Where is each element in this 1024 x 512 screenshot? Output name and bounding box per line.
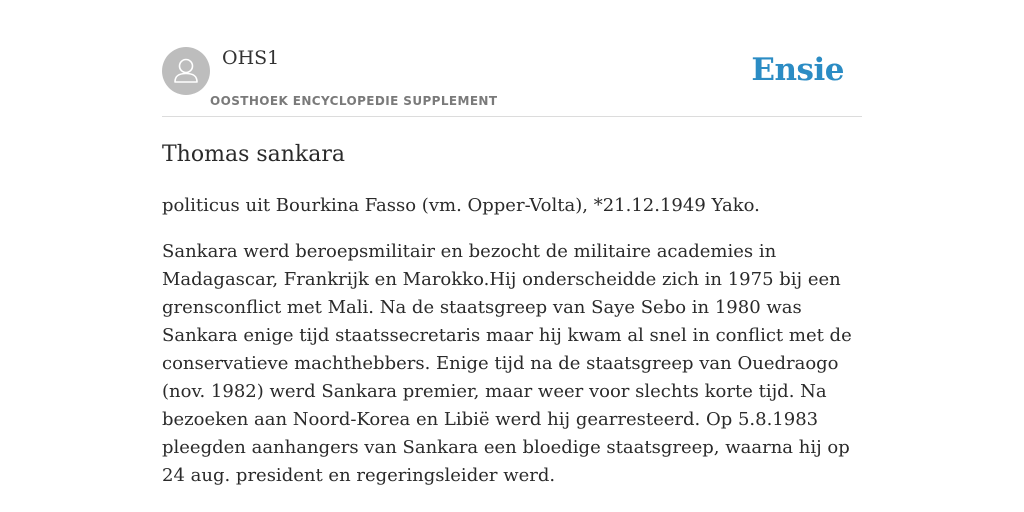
article-body: Sankara werd beroepsmilitair en bezocht de militaire academies in Madagascar, Frankrijk en Marokko.Hij onderscheidde zich in 1975 bij een grensconflict met Mali. Na de staatsgreep van Saye Sebo in 1980 was Sankara enige tijd staatssecretaris maar hij kwam al snel in conflict met de conservatieve machthebbers. Enige tijd na de staatsgreep van Ouedraogo (nov. 1982) werd Sankara premier, maar weer voor slechts korte tijd. Na bezoeken aan Noord-Korea en Libië werd hij gearresteerd. Op 5.8.1983 pleegden aanhangers van Sankara een bloedige staatsgreep, waarna hij op 24 aug. president en regeringsleider werd. [162,241,852,486]
author-name[interactable]: OHS1 [222,47,280,69]
source-label[interactable]: OOSTHOEK ENCYCLOPEDIE SUPPLEMENT [210,94,498,108]
brand-logo[interactable]: Ensie [751,52,844,88]
article-lead: politicus uit Bourkina Fasso (vm. Opper-Volta), *21.12.1949 Yako. [162,195,760,216]
article-title: Thomas sankara [162,142,346,167]
header [162,40,862,117]
avatar[interactable] [162,47,210,95]
user-icon [162,47,210,95]
article [162,140,862,490]
